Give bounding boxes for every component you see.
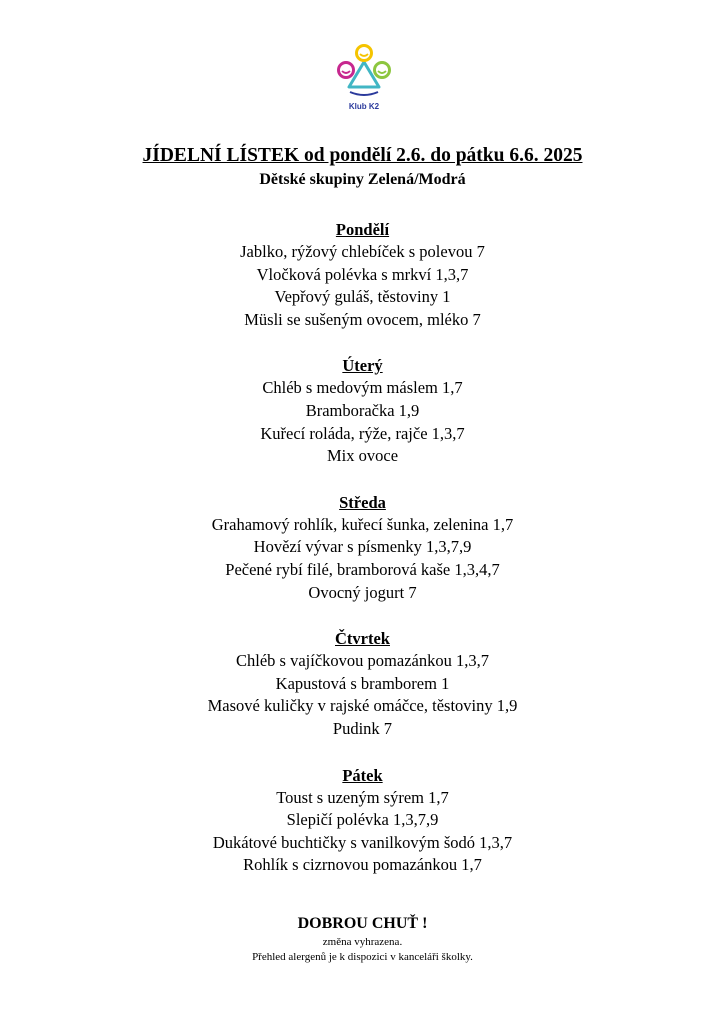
menu-item: Toust s uzeným sýrem 1,7 [276, 787, 449, 807]
day-heading: Pátek [342, 765, 383, 785]
weekly-menu [0, 218, 725, 900]
menu-item: Dukátové buchtičky s vanilkovým šodó 1,3,7 [212, 832, 513, 852]
menu-item: Ovocný jogurt 7 [308, 582, 417, 602]
menu-item: Grahamový rohlík, kuřecí šunka, zelenina 1,7 [211, 514, 514, 534]
menu-item: Mix ovoce [326, 446, 399, 466]
logo-text: Klub K2 [348, 102, 380, 111]
menu-item: Chléb s medovým máslem 1,7 [262, 378, 463, 398]
menu-item: Slepičí polévka 1,3,7,9 [286, 810, 439, 830]
menu-item: Vločková polévka s mrkví 1,3,7 [256, 264, 469, 284]
day-heading: Čtvrtek [335, 629, 390, 649]
day-section-monday [0, 218, 725, 331]
menu-item: Pečené rybí filé, bramborová kaše 1,3,4,7 [225, 559, 500, 579]
menu-item: Kapustová s bramborem 1 [275, 673, 450, 693]
menu-item: Chléb s vajíčkovou pomazánkou 1,3,7 [236, 651, 489, 671]
day-section-wednesday [0, 491, 725, 604]
klub-k2-logo [328, 40, 400, 116]
menu-item: Pudink 7 [332, 718, 393, 738]
logo-graphic [328, 40, 400, 102]
menu-item: Kuřecí roláda, rýže, rajče 1,3,7 [260, 423, 465, 443]
day-heading: Úterý [342, 356, 383, 376]
day-section-thursday [0, 627, 725, 740]
menu-item: Bramboračka 1,9 [305, 400, 420, 420]
menu-item: Rohlík s cizrnovou pomazánkou 1,7 [243, 855, 482, 875]
day-section-friday [0, 764, 725, 877]
day-heading: Středa [339, 492, 386, 512]
page-title: JÍDELNÍ LÍSTEK od pondělí 2.6. do pátku 6.6. 2025 [142, 145, 583, 166]
footer-allergen-note: Přehled alergenů je k dispozici v kanceláři školky. [252, 951, 473, 963]
menu-item: Jablko, rýžový chlebíček s polevou 7 [240, 242, 485, 261]
page-subtitle: Dětské skupiny Zelená/Modrá [259, 171, 466, 188]
footer-change-note: změna vyhrazena. [322, 936, 403, 948]
menu-footer [0, 913, 725, 965]
menu-item: Masové kuličky v rajské omáčce, těstoviny 1,9 [207, 696, 518, 716]
menu-item: Müsli se sušeným ovocem, mléko 7 [244, 309, 481, 329]
footer-greeting: DOBROU CHUŤ ! [297, 915, 428, 932]
menu-item: Vepřový guláš, těstoviny 1 [274, 287, 451, 307]
menu-item: Hovězí vývar s písmenky 1,3,7,9 [253, 537, 472, 557]
day-heading: Pondělí [335, 220, 390, 239]
day-section-tuesday [0, 354, 725, 467]
